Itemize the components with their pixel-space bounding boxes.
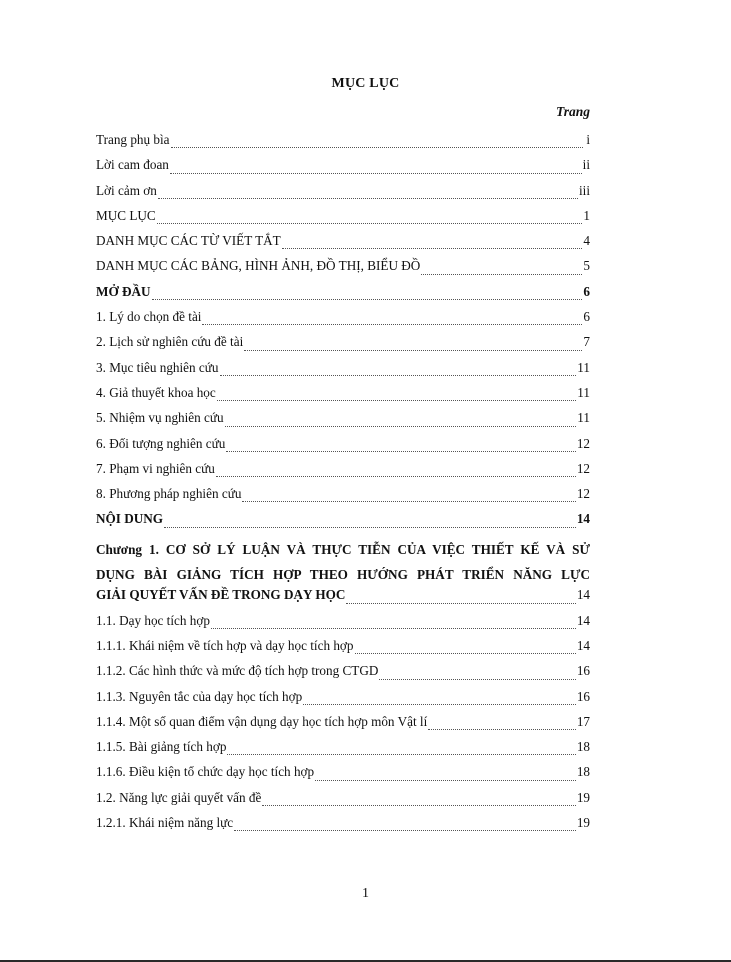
dot-leader bbox=[428, 729, 576, 730]
toc-entry-label: NỘI DUNG bbox=[96, 511, 164, 527]
toc-entry-page: 6 bbox=[583, 309, 590, 325]
toc-entry-page: 18 bbox=[576, 739, 590, 755]
toc-entry-page: 12 bbox=[576, 460, 590, 476]
dot-leader bbox=[226, 451, 575, 452]
chapter-title-line-3 bbox=[96, 587, 590, 612]
toc-entry[interactable] bbox=[96, 258, 590, 283]
toc-entry-label: 7. Phạm vi nghiên cứu bbox=[96, 460, 215, 476]
dot-leader bbox=[355, 653, 576, 654]
toc-entry[interactable] bbox=[96, 132, 590, 157]
toc-entry-label: 1.1.1. Khái niệm về tích hợp và dạy học tích hợp bbox=[96, 637, 354, 653]
toc-entry-page: 11 bbox=[577, 359, 590, 375]
dot-leader bbox=[379, 679, 575, 680]
toc-entry-page: 16 bbox=[576, 688, 590, 704]
toc-entry[interactable] bbox=[96, 233, 590, 258]
dot-leader bbox=[157, 223, 583, 224]
toc-entry-page: iii bbox=[579, 182, 590, 198]
toc-entry-page: 7 bbox=[583, 334, 590, 350]
toc-entry-label: DANH MỤC CÁC TỪ VIẾT TẮT bbox=[96, 233, 281, 249]
dot-leader bbox=[303, 704, 576, 705]
toc-entry-label: 8. Phương pháp nghiên cứu bbox=[96, 486, 242, 502]
dot-leader bbox=[315, 780, 576, 781]
toc-section-heading[interactable] bbox=[96, 284, 590, 309]
toc-entry-page: 14 bbox=[576, 511, 590, 527]
toc-entry-label: Lời cam đoan bbox=[96, 157, 169, 173]
dot-leader bbox=[421, 274, 582, 275]
toc-entry[interactable] bbox=[96, 334, 590, 359]
dot-leader bbox=[152, 299, 583, 300]
toc-entry-label: 1.1.5. Bài giảng tích hợp bbox=[96, 739, 227, 755]
toc-entry[interactable] bbox=[96, 714, 590, 739]
toc-entry-label: 1.1.6. Điều kiện tổ chức dạy học tích hợp bbox=[96, 764, 315, 780]
toc-entry-page: 5 bbox=[583, 258, 590, 274]
dot-leader bbox=[244, 350, 582, 351]
toc-entry-label: 1.1.3. Nguyên tắc của dạy học tích hợp bbox=[96, 688, 303, 704]
toc-entry-label: 6. Đối tượng nghiên cứu bbox=[96, 435, 226, 451]
toc-entry[interactable] bbox=[96, 638, 590, 663]
toc-entry-page: 1 bbox=[583, 207, 590, 223]
dot-leader bbox=[346, 603, 575, 604]
toc-entry-label: 1.1.2. Các hình thức và mức độ tích hợp trong CTGD bbox=[96, 663, 379, 679]
toc-entry[interactable] bbox=[96, 157, 590, 182]
page-number: 1 bbox=[362, 886, 369, 901]
toc-entry-page: 14 bbox=[576, 612, 590, 628]
toc-entry-label: 4. Giả thuyết khoa học bbox=[96, 384, 216, 400]
toc-entry-page: 18 bbox=[576, 764, 590, 780]
toc-entry[interactable] bbox=[96, 613, 590, 638]
toc-entry-label: MỤC LỤC bbox=[96, 207, 156, 223]
toc-entry-page: 17 bbox=[576, 713, 590, 729]
dot-leader bbox=[170, 173, 582, 174]
toc-entry[interactable] bbox=[96, 663, 590, 688]
toc-entry-page: 19 bbox=[576, 789, 590, 805]
toc-entry[interactable] bbox=[96, 689, 590, 714]
dot-leader bbox=[211, 628, 576, 629]
dot-leader bbox=[158, 198, 578, 199]
toc-entry-label: 1.1. Dạy học tích hợp bbox=[96, 612, 210, 628]
toc-chapter-entry[interactable] bbox=[96, 537, 590, 613]
dot-leader bbox=[234, 830, 576, 831]
dot-leader bbox=[227, 754, 575, 755]
toc-entry[interactable] bbox=[96, 739, 590, 764]
toc-entry[interactable] bbox=[96, 461, 590, 486]
dot-leader bbox=[282, 248, 583, 249]
toc-entry-label: Lời cảm ơn bbox=[96, 182, 157, 198]
toc-entry-page: 19 bbox=[576, 815, 590, 831]
toc-entry[interactable] bbox=[96, 208, 590, 233]
toc-entry-page: 11 bbox=[577, 384, 590, 400]
toc-entry[interactable] bbox=[96, 410, 590, 435]
dot-leader bbox=[262, 805, 575, 806]
chapter-title-line-2: DỤNG BÀI GIẢNG TÍCH HỢP THEO HƯỚNG PHÁT TRIỂN NĂNG LỰC bbox=[96, 567, 590, 583]
toc-entry-page: 11 bbox=[577, 410, 590, 426]
toc-entry-label: 3. Mục tiêu nghiên cứu bbox=[96, 359, 219, 375]
toc-entry[interactable] bbox=[96, 486, 590, 511]
toc-entry-page: 16 bbox=[576, 663, 590, 679]
toc-entry-label: 1. Lý do chọn đề tài bbox=[96, 309, 202, 325]
toc-entry-label: 2. Lịch sử nghiên cứu đề tài bbox=[96, 334, 244, 350]
toc-entry-page: 12 bbox=[576, 486, 590, 502]
toc-entry[interactable] bbox=[96, 815, 590, 840]
toc-entry-label: MỞ ĐẦU bbox=[96, 283, 151, 299]
dot-leader bbox=[171, 147, 583, 148]
toc-entry-label: DANH MỤC CÁC BẢNG, HÌNH ẢNH, ĐỒ THỊ, BIỂU ĐỒ bbox=[96, 258, 421, 274]
table-of-contents bbox=[96, 132, 590, 840]
toc-entry[interactable] bbox=[96, 790, 590, 815]
toc-entry[interactable] bbox=[96, 436, 590, 461]
toc-entry[interactable] bbox=[96, 183, 590, 208]
toc-entry-page: 4 bbox=[583, 233, 590, 249]
toc-entry-label: GIẢI QUYẾT VẤN ĐỀ TRONG DẠY HỌC bbox=[96, 587, 346, 603]
toc-entry-page: ii bbox=[582, 157, 590, 173]
toc-entry-label: 1.2. Năng lực giải quyết vấn đề bbox=[96, 789, 262, 805]
toc-entry-label: 1.2.1. Khái niệm năng lực bbox=[96, 815, 234, 831]
toc-entry-label: 1.1.4. Một số quan điểm vận dụng dạy học tích hợp môn Vật lí bbox=[96, 713, 428, 729]
page-title: MỤC LỤC bbox=[331, 76, 400, 91]
toc-entry-page: 12 bbox=[576, 435, 590, 451]
toc-entry-label: 5. Nhiệm vụ nghiên cứu bbox=[96, 410, 224, 426]
toc-entry[interactable] bbox=[96, 309, 590, 334]
dot-leader bbox=[242, 501, 575, 502]
toc-entry-page: 6 bbox=[583, 283, 590, 299]
toc-entry[interactable] bbox=[96, 385, 590, 410]
toc-entry[interactable] bbox=[96, 360, 590, 385]
page-column-label: Trang bbox=[555, 104, 590, 119]
dot-leader bbox=[225, 426, 577, 427]
dot-leader bbox=[164, 527, 576, 528]
dot-leader bbox=[216, 476, 576, 477]
dot-leader bbox=[220, 375, 577, 376]
chapter-title-line-1: Chương 1. CƠ SỞ LÝ LUẬN VÀ THỰC TIỄN CỦA VIỆC THIẾT KẾ VÀ SỬ bbox=[96, 541, 590, 557]
toc-entry-page: 14 bbox=[576, 587, 590, 603]
toc-entry[interactable] bbox=[96, 764, 590, 789]
toc-entry-label: Trang phụ bìa bbox=[96, 132, 170, 147]
dot-leader bbox=[202, 324, 582, 325]
toc-section-heading[interactable] bbox=[96, 511, 590, 536]
toc-entry-page: 14 bbox=[576, 637, 590, 653]
toc-entry-page: i bbox=[586, 132, 590, 147]
dot-leader bbox=[217, 400, 577, 401]
